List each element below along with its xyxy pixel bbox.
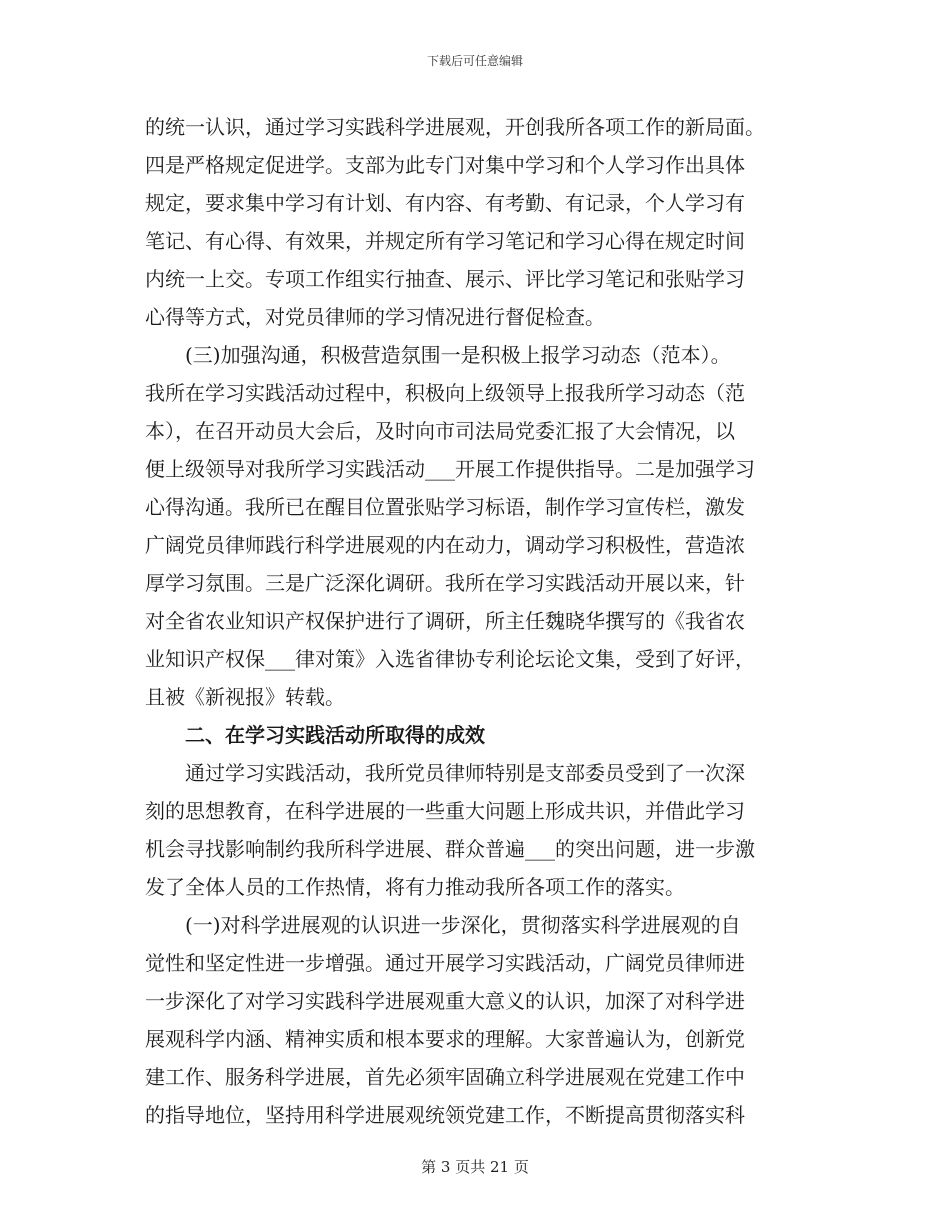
text-line: 且被《新视报》转载。	[145, 685, 345, 709]
text-line: 刻的思想教育，在科学进展的一些重大问题上形成共识，并借此学习	[145, 799, 745, 823]
text-line: 笔记、有心得、有效果，并规定所有学习笔记和学习心得在规定时间	[145, 229, 745, 253]
text-line: 便上级领导对我所学习实践活动___开展工作提供指导。二是加强学习	[145, 457, 755, 481]
text-line: 建工作、服务科学进展，首先必须牢固确立科学进展观在党建工作中	[145, 1065, 745, 1089]
page-header: 下载后可任意编辑	[426, 54, 523, 68]
text-line: 的统一认识，通过学习实践科学进展观，开创我所各项工作的新局面。	[145, 115, 765, 139]
text-line: 通过学习实践活动，我所党员律师特别是支部委员受到了一次深	[145, 761, 745, 785]
text-line: 内统一上交。专项工作组实行抽查、展示、评比学习笔记和张贴学习	[145, 267, 745, 291]
section-heading: 二、在学习实践活动所取得的成效	[145, 723, 485, 747]
text-line: 心得等方式，对党员律师的学习情况进行督促检查。	[145, 305, 605, 329]
text-line: 广阔党员律师践行科学进展观的内在动力，调动学习积极性，营造浓	[145, 533, 745, 557]
text-line: 业知识产权保___律对策》入选省律协专利论坛论文集，受到了好评，	[145, 647, 755, 671]
text-line: 发了全体人员的工作热情，将有力推动我所各项工作的落实。	[145, 875, 685, 899]
text-line: 觉性和坚定性进一步增强。通过开展学习实践活动，广阔党员律师进	[145, 951, 745, 975]
page-footer: 第 3 页共 21 页	[421, 1158, 529, 1176]
text-line: 机会寻找影响制约我所科学进展、群众普遍___的突出问题，进一步激	[145, 837, 755, 861]
text-line: 的指导地位，坚持用科学进展观统领党建工作，不断提高贯彻落实科	[145, 1103, 745, 1127]
text-line: 一步深化了对学习实践科学进展观重大意义的认识，加深了对科学进	[145, 989, 745, 1013]
text-line: 规定，要求集中学习有计划、有内容、有考勤、有记录，个人学习有	[145, 191, 745, 215]
text-line: (一)对科学进展观的认识进一步深化，贯彻落实科学进展观的自	[145, 913, 741, 937]
text-line: 心得沟通。我所已在醒目位置张贴学习标语，制作学习宣传栏，激发	[145, 495, 745, 519]
text-line: 四是严格规定促进学。支部为此专门对集中学习和个人学习作出具体	[145, 153, 745, 177]
text-line: 厚学习氛围。三是广泛深化调研。我所在学习实践活动开展以来，针	[145, 571, 745, 595]
document-body	[145, 108, 810, 1134]
text-line: 本），在召开动员大会后，及时向市司法局党委汇报了大会情况，以	[145, 419, 735, 443]
text-line: 我所在学习实践活动过程中，积极向上级领导上报我所学习动态（范	[145, 381, 745, 405]
text-line: (三)加强沟通，积极营造氛围一是积极上报学习动态（范本）。	[145, 343, 731, 367]
text-line: 展观科学内涵、精神实质和根本要求的理解。大家普遍认为，创新党	[145, 1027, 745, 1051]
text-line: 对全省农业知识产权保护进行了调研，所主任魏晓华撰写的《我省农	[145, 609, 745, 633]
